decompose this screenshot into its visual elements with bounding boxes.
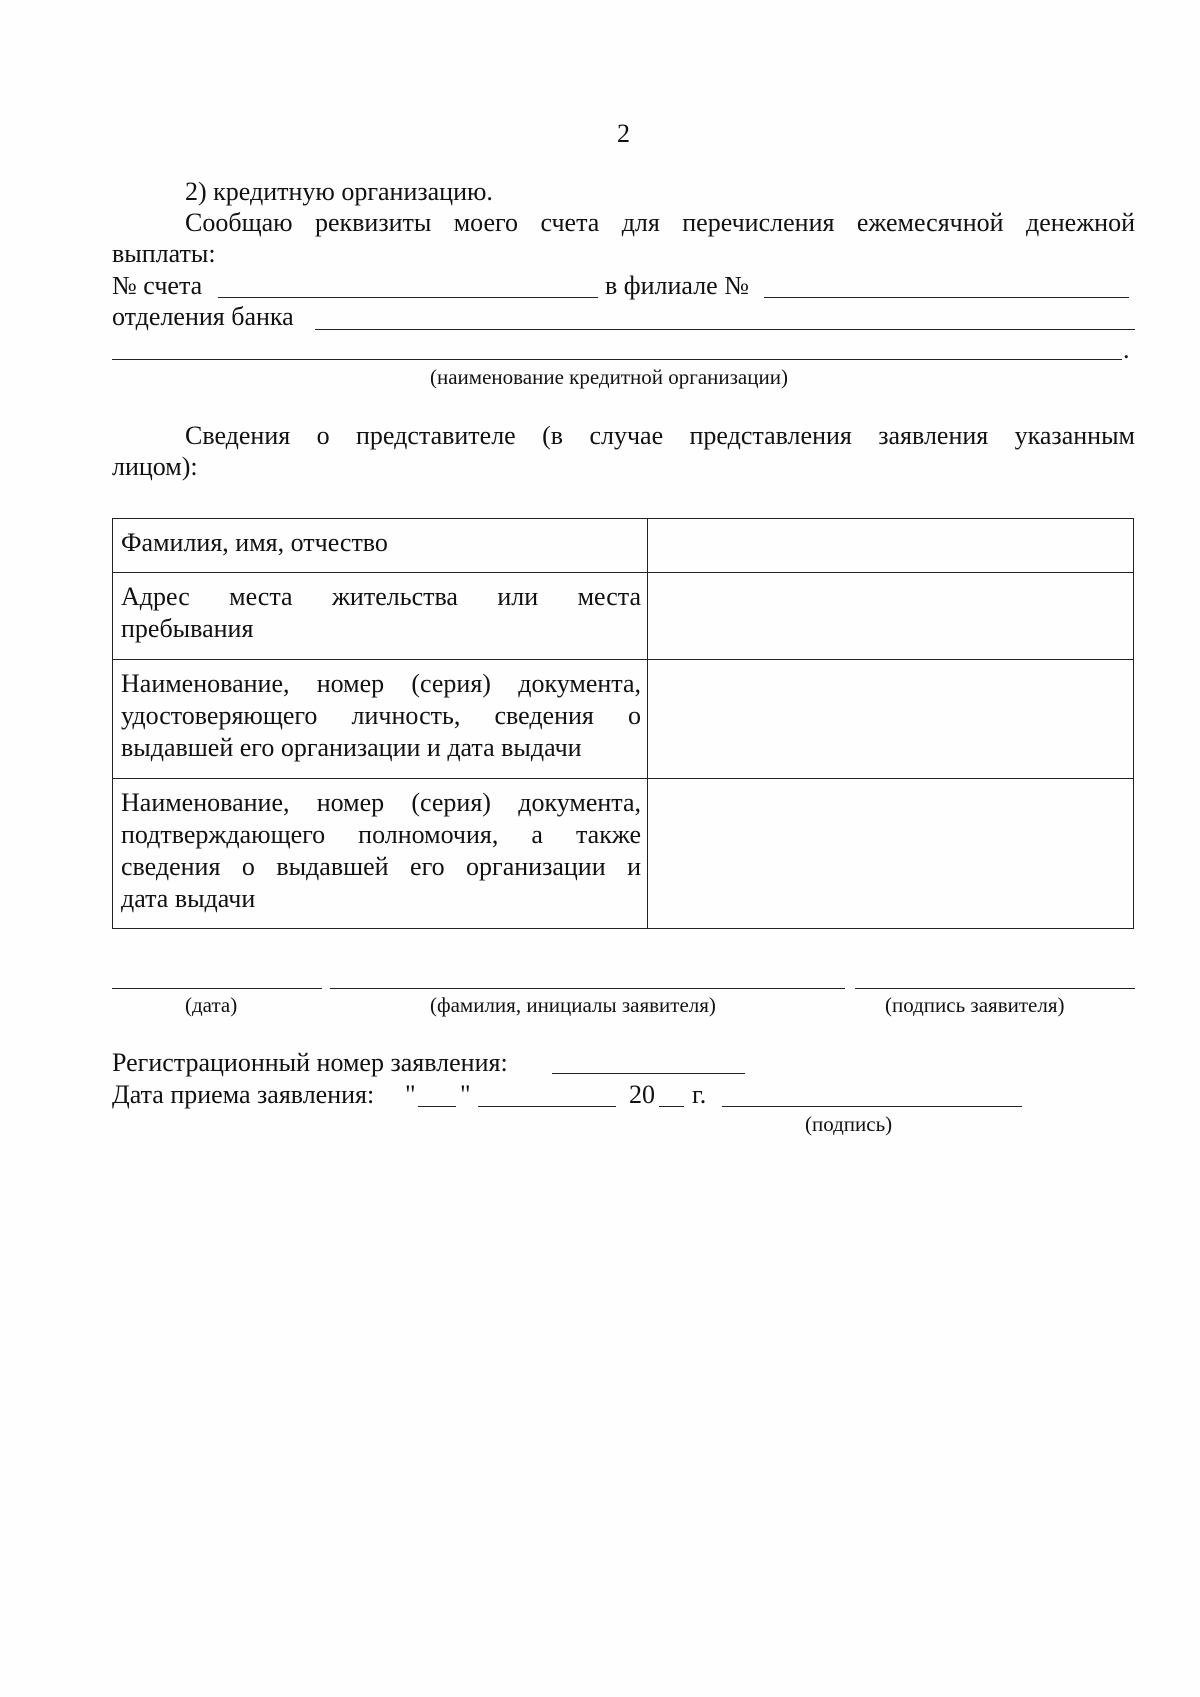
reception-signature-field[interactable]	[722, 1106, 1022, 1107]
credit-org-field[interactable]	[112, 359, 1122, 360]
table-label-line: пребывания	[121, 614, 254, 643]
table-row	[113, 660, 1134, 779]
account-number-label: № счета	[112, 271, 203, 300]
year-suffix: г.	[692, 1080, 707, 1109]
table-label-line: удостоверяющего личность, сведения о	[121, 701, 641, 730]
reception-signature-caption: (подпись)	[805, 1112, 893, 1136]
full-name-value-cell[interactable]	[648, 519, 1134, 573]
reception-day-field[interactable]	[418, 1106, 456, 1107]
table-label-line: дата выдачи	[121, 884, 256, 913]
page-number: 2	[617, 119, 630, 148]
date-field[interactable]	[112, 988, 322, 989]
account-intro-line1: Сообщаю реквизиты моего счета для перечисления ежемесячной денежной	[185, 208, 1135, 237]
table-cell-label	[113, 573, 648, 660]
table-label-line: Адрес места жительства или места	[121, 582, 641, 611]
year-prefix: 20	[629, 1080, 655, 1109]
reception-date-label: Дата приема заявления:	[112, 1080, 375, 1109]
table-row	[113, 519, 1134, 573]
registration-number-label: Регистрационный номер заявления:	[112, 1048, 508, 1077]
branch-number-field[interactable]	[764, 297, 1129, 298]
representative-line1: Сведения о представителе (в случае представления заявления указанным	[185, 421, 1135, 450]
table-label-line: подтверждающего полномочия, а также	[121, 820, 641, 849]
credit-org-caption: (наименование кредитной организации)	[430, 365, 788, 389]
table-row	[113, 779, 1134, 929]
branch-number-label: в филиале №	[605, 271, 750, 300]
authority-document-value-cell[interactable]	[648, 779, 1134, 929]
table-cell-label	[113, 660, 648, 779]
representative-table	[112, 518, 1134, 929]
credit-org-line-dot: .	[1123, 335, 1130, 364]
registration-number-field[interactable]	[552, 1073, 745, 1074]
identity-document-value-cell[interactable]	[648, 660, 1134, 779]
table-label-line: Фамилия, имя, отчество	[121, 528, 388, 557]
reception-year-field[interactable]	[659, 1106, 684, 1107]
account-number-field[interactable]	[218, 297, 598, 298]
intro-line: 2) кредитную организацию.	[185, 177, 493, 206]
bank-branch-label: отделения банка	[112, 302, 294, 331]
applicant-signature-caption: (подпись заявителя)	[885, 993, 1065, 1017]
bank-branch-field[interactable]	[315, 329, 1135, 330]
applicant-signature-field[interactable]	[855, 988, 1135, 989]
applicant-name-caption: (фамилия, инициалы заявителя)	[430, 993, 716, 1017]
date-caption: (дата)	[185, 993, 238, 1017]
quote-close: "	[460, 1080, 471, 1109]
table-label-line: выдавшей его организации и дата выдачи	[121, 733, 582, 762]
address-value-cell[interactable]	[648, 573, 1134, 660]
table-label-line: сведения о выдавшей его организации и	[121, 852, 641, 881]
quote-open: "	[405, 1080, 416, 1109]
applicant-name-field[interactable]	[330, 988, 845, 989]
table-row	[113, 573, 1134, 660]
reception-month-field[interactable]	[478, 1106, 616, 1107]
table-cell-label	[113, 779, 648, 929]
account-intro-line2: выплаты:	[112, 239, 216, 268]
table-label-line: Наименование, номер (серия) документа,	[121, 669, 641, 698]
table-label-line: Наименование, номер (серия) документа,	[121, 788, 641, 817]
table-cell-label	[113, 519, 648, 573]
representative-line2: лицом):	[112, 452, 198, 481]
